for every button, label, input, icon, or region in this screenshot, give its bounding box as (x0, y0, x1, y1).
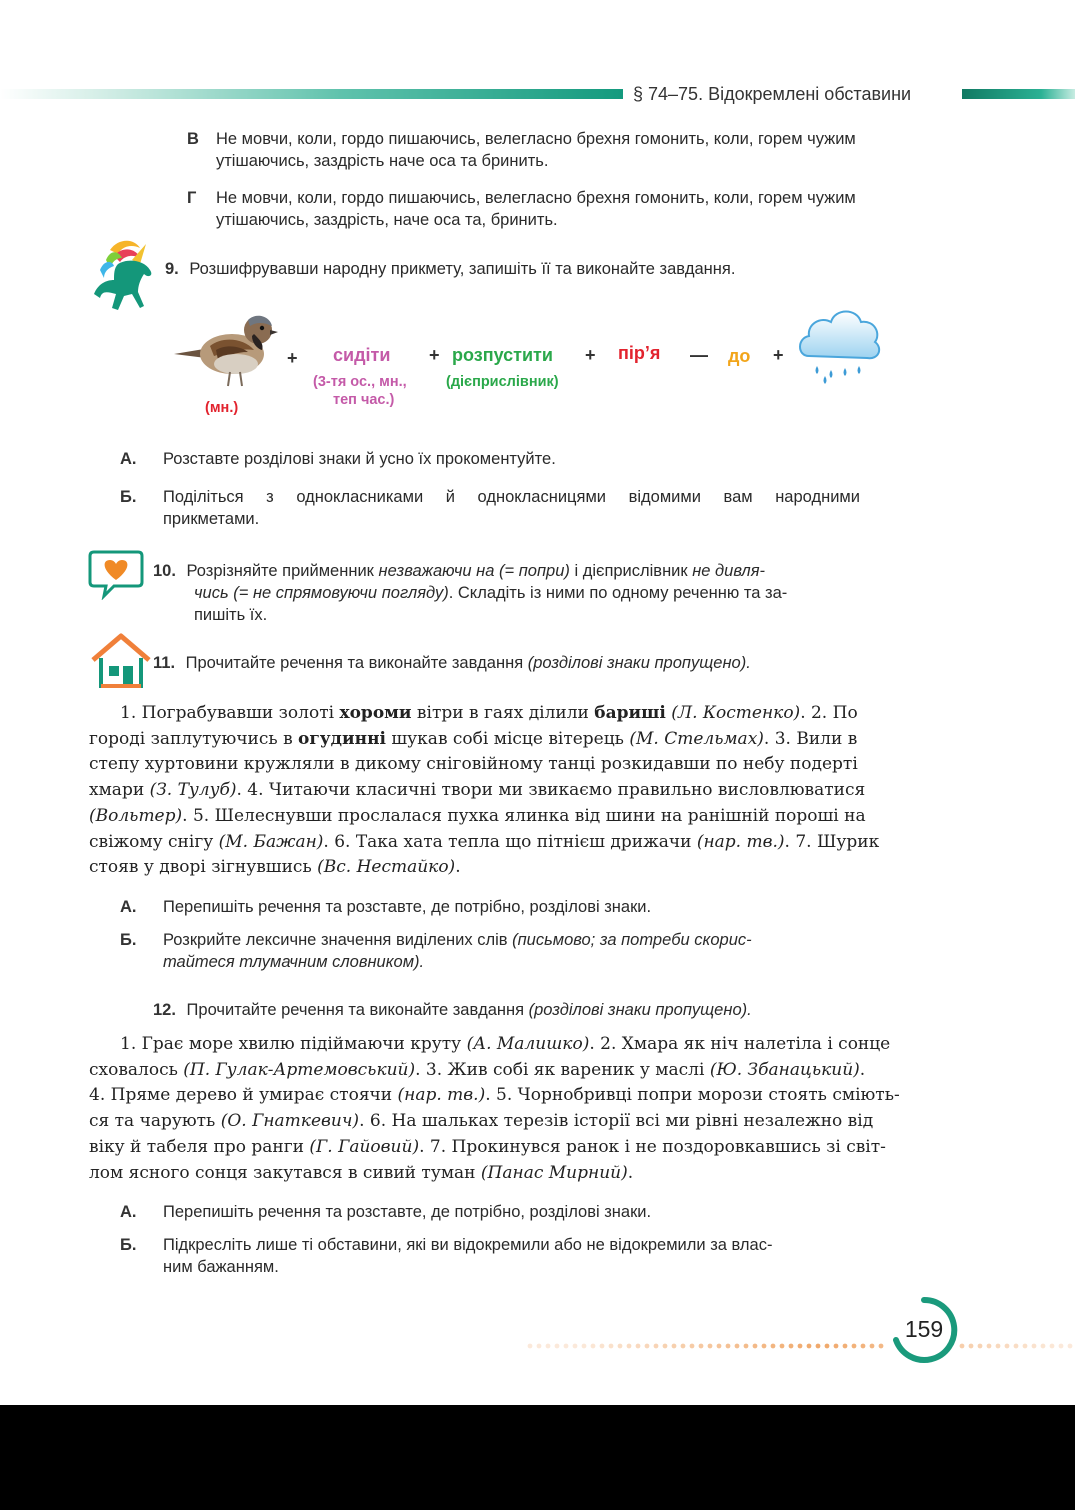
item-label: А. (120, 898, 137, 916)
footer-dot (726, 1344, 731, 1349)
item-label: А. (120, 450, 137, 468)
footer-dot (1059, 1344, 1064, 1349)
rain-cloud-icon (795, 302, 883, 386)
heart-bubble-icon (88, 548, 144, 600)
footer-dot (654, 1344, 659, 1349)
section-title: § 74–75. Відокремлені обставини (633, 84, 912, 104)
footer-dot (834, 1344, 839, 1349)
bird-plural-note: (мн.) (205, 400, 239, 416)
sparrow-icon (170, 310, 280, 390)
footer-dot (573, 1344, 578, 1349)
footer-dot (744, 1344, 749, 1349)
item-label: Б. (120, 931, 137, 949)
task-10-number: 10. (153, 562, 176, 580)
task-11-heading: 11. Прочитайте речення та виконайте завдання (розділові знаки пропущено). (153, 654, 751, 672)
task-12-heading: 12. Прочитайте речення та виконайте завдання (розділові знаки пропущено). (153, 1001, 752, 1019)
plus-sign: + (429, 345, 440, 365)
variant-label-v: В (187, 130, 199, 148)
footer-dot (1068, 1344, 1073, 1349)
footer-dot (987, 1344, 992, 1349)
footer-dot (609, 1344, 614, 1349)
footer-dot (996, 1344, 1001, 1349)
variant-text-g: Не мовчи, коли, гордо пишаючись, велегласно брехня гомонить, коли, горем чужим утішаючись, заздрість, наче оса та, бринить. (216, 189, 856, 229)
footer-dot (1041, 1344, 1046, 1349)
sentence-line: ся та чарують (О. Гнаткевич). 6. На шальках терезів історії всі ми рівні незалежно від (89, 1111, 874, 1132)
task-9-number: 9. (165, 260, 179, 278)
task-10-line3: пишіть їх. (194, 606, 268, 624)
footer-dot (555, 1344, 560, 1349)
task-12-item-b-line1: Підкресліть лише ті обставини, які ви відокремили або не відокремили за влас- (163, 1236, 773, 1254)
sydity-note-line2: теп час.) (333, 392, 395, 408)
footer-dot (753, 1344, 758, 1349)
item-label: Б. (120, 1236, 137, 1254)
plus-sign: + (585, 345, 596, 365)
task-10-line2: чись (= не спрямовуючи погляду). Складіть із ними по одному реченню та за- (194, 584, 788, 602)
task-12-sentences (89, 1032, 950, 1186)
footer-dot (591, 1344, 596, 1349)
scheme-word-do: до (728, 346, 751, 366)
house-icon (89, 632, 153, 690)
task-11-sentences (89, 701, 950, 881)
footer-dot (717, 1344, 722, 1349)
footer-dot (870, 1344, 875, 1349)
footer-dot (699, 1344, 704, 1349)
task-12-number: 12. (153, 1001, 176, 1019)
footer-dot (843, 1344, 848, 1349)
sentence-line: степу хуртовини кружляли в дикому сніговійному танці розкидавши по небу подерті (89, 754, 858, 775)
footer-dot (564, 1344, 569, 1349)
footer-dot (636, 1344, 641, 1349)
sentence-line: 4. Пряме дерево й умирає стоячи (нар. тв.). 5. Чорнобривці попри морози стоять сміють- (89, 1085, 900, 1106)
task-11-item-b-line2: тайтеся тлумачним словником). (163, 953, 425, 971)
page-number: 159 (904, 1316, 944, 1342)
footer-dot (681, 1344, 686, 1349)
footer-dot (663, 1344, 668, 1349)
footer-dot (1023, 1344, 1028, 1349)
plus-sign: + (287, 348, 298, 368)
task-9-item-b-line2: прикметами. (163, 510, 260, 528)
footer-dot (1050, 1344, 1055, 1349)
footer-dot (780, 1344, 785, 1349)
footer-dot (627, 1344, 632, 1349)
sentence-line: городі заплутуючись в огудинні шукав собі місце вітерець (М. Стельмах). 3. Вили в (89, 728, 858, 749)
dash-sign: — (690, 345, 708, 365)
sentence-line-last: стояв у дворі зігнувшись (Вс. Нестайко). (89, 857, 461, 878)
task-11-number: 11. (153, 654, 176, 672)
task-12-item-a: Перепишіть речення та розставте, де потрібно, розділові знаки. (163, 1203, 652, 1221)
footer-dot (1005, 1344, 1010, 1349)
sentence-line: (Вольтер). 5. Шелеснувши прослалася пухка ялинка від шини на ранішній пороші на (89, 805, 866, 826)
footer-dot (1032, 1344, 1037, 1349)
scheme-word-rozpustyty: розпустити (452, 345, 553, 365)
footer-dot (807, 1344, 812, 1349)
task-11-item-b-line1: Розкрийте лексичне значення виділених слів (письмово; за потреби скорис- (163, 931, 752, 949)
header-bar-left (0, 89, 623, 99)
footer-dot (816, 1344, 821, 1349)
footer-dot (537, 1344, 542, 1349)
footer-dot (825, 1344, 830, 1349)
task-9-heading (165, 258, 945, 280)
footer-dot (762, 1344, 767, 1349)
footer-dot (879, 1344, 884, 1349)
footer-dot (798, 1344, 803, 1349)
sentence-line: хмари (З. Тулуб). 4. Читаючи класичні твори ми звикаємо правильно висловлюватися (89, 780, 866, 801)
footer-dot (708, 1344, 713, 1349)
sydity-note-line1: (3-тя ос., мн., (313, 374, 407, 390)
footer-dot (618, 1344, 623, 1349)
task-10-line1: 10. Розрізняйте прийменник незважаючи на (= попри) і дієприслівник не дивля- (153, 562, 766, 580)
footer-dot (645, 1344, 650, 1349)
sentence-line: віку й табеля про ранги (Г. Гайовий). 7. Прокинувся ранок і не поздоровкавшись зі світ- (89, 1136, 886, 1157)
sentence-line-last: лом ясного сонця закутався в сивий туман (Панас Мирний). (89, 1162, 634, 1183)
task-9-item-b-line1: Поділіться з однокласниками й однокласницями відомими вам народними (163, 488, 860, 506)
footer-dot (582, 1344, 587, 1349)
footer-dot (852, 1344, 857, 1349)
sentence-line: сховалось (П. Гулак-Артемовський). 3. Жив собі як вареник у маслі (Ю. Збанацький). (89, 1059, 866, 1080)
sentence-line: 1. Грає море хвилю підіймаючи круту (А. Малишко). 2. Хмара як ніч налетіла і сонце (120, 1034, 891, 1054)
footer-dot (960, 1344, 965, 1349)
variant-label-g: Г (187, 189, 197, 207)
scheme-word-sydity: сидіти (333, 345, 391, 365)
plus-sign: + (773, 345, 784, 365)
variant-text-v: Не мовчи, коли, гордо пишаючись, велегласно брехня гомонить, коли, горем чужим утішаючись, заздрість наче оса та бринить. (216, 130, 856, 170)
unicorn-icon (88, 236, 162, 316)
footer-dot (789, 1344, 794, 1349)
task-12-item-b-line2: ним бажанням. (163, 1258, 279, 1276)
task-9-text: Розшифрувавши народну прикмету, запишіть її та виконайте завдання. (189, 260, 736, 278)
footer-dot (1014, 1344, 1019, 1349)
item-label: Б. (120, 488, 137, 506)
footer-dot (690, 1344, 695, 1349)
footer-dot (672, 1344, 677, 1349)
scheme-word-pirya: пір’я (618, 343, 661, 363)
sentence-line: 1. Пограбувавши золоті хороми вітри в гаях ділили бариші (Л. Костенко). 2. По (120, 703, 858, 723)
footer-dot (528, 1344, 533, 1349)
task-9-item-a: Розставте розділові знаки й усно їх прокоментуйте. (163, 450, 556, 468)
item-label: А. (120, 1203, 137, 1221)
header-bar-right (962, 89, 1075, 99)
footer-dot (771, 1344, 776, 1349)
footer-dot (735, 1344, 740, 1349)
sentence-line: свіжому снігу (М. Бажан). 6. Така хата тепла що пітнієш дрижачи (нар. тв.). 7. Шурик (89, 831, 880, 852)
rozpustyty-note: (дієприслівник) (446, 374, 559, 390)
footer-dot (600, 1344, 605, 1349)
task-11-item-a: Перепишіть речення та розставте, де потрібно, розділові знаки. (163, 898, 652, 916)
footer-dot (861, 1344, 866, 1349)
footer-dot (978, 1344, 983, 1349)
footer-dot (969, 1344, 974, 1349)
footer-dot (546, 1344, 551, 1349)
footer-dotted-line (520, 1338, 1075, 1354)
